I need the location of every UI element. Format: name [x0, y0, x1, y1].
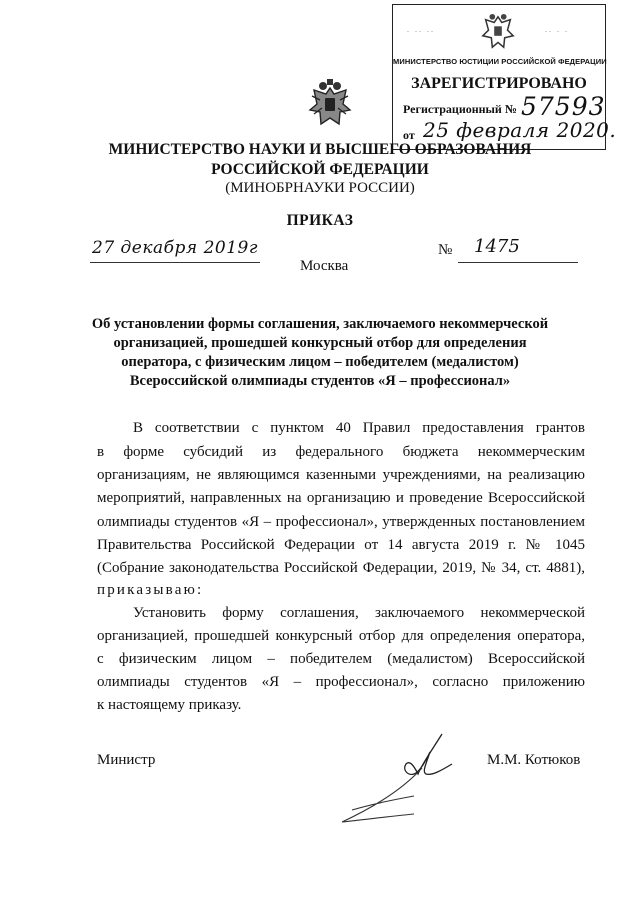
ministry-name-line2: РОССИЙСКОЙ ФЕДЕРАЦИИ [211, 161, 429, 178]
stamp-date-value: 25 февраля 2020. [423, 118, 617, 142]
body-line-order-word: приказываю: [97, 582, 204, 598]
body-line: (Собрание законодательства Российской Федерации, 2019, № 34, ст. 4881), [97, 560, 585, 576]
body-line: олимпиады студентов «Я – профессионал», утвержденных постановлением [97, 514, 585, 530]
stamp-date-label: от [403, 128, 415, 142]
signatory-name: М.М. Котюков [487, 752, 581, 768]
date-underline [90, 262, 260, 263]
body-line: В соответствии с пунктом 40 Правил предоставления грантов [133, 420, 585, 436]
order-number-sign: № [438, 242, 453, 258]
signatory-position: Министр [97, 752, 156, 768]
stamp-regnum-label: Регистрационный № [403, 102, 517, 116]
subject-line: организацией, прошедшей конкурсный отбор для определения [113, 335, 527, 351]
order-date: 27 декабря 2019г [92, 238, 258, 258]
stamp-decoration: ∙ ∙∙ ∙∙ [407, 27, 435, 36]
stamp-emblem-icon [479, 11, 517, 53]
body-line: в форме субсидий из федерального бюджета некоммерческим [97, 444, 585, 460]
order-number: 1475 [474, 236, 520, 257]
ministry-short-name: (МИНОБРНАУКИ РОССИИ) [225, 180, 415, 196]
subject-line: Об установлении формы соглашения, заключаемого некоммерческой [91, 316, 549, 332]
number-underline [458, 262, 578, 263]
registration-stamp [392, 4, 617, 150]
body-line: мероприятий, направленных на организацию и проведение Всероссийской [97, 490, 585, 506]
body-line: Установить форму соглашения, заключаемого некоммерческой [133, 605, 585, 621]
body-line: олимпиады студентов «Я – профессионал», согласно приложению [97, 674, 585, 690]
document-title: ПРИКАЗ [286, 212, 354, 229]
subject-line: Всероссийской олимпиады студентов «Я – профессионал» [129, 373, 511, 389]
stamp-ministry-name: МИНИСТЕРСТВО ЮСТИЦИИ РОССИЙСКОЙ ФЕДЕРАЦИИ [393, 57, 607, 66]
stamp-registered-label: ЗАРЕГИСТРИРОВАНО [411, 75, 587, 92]
handwritten-signature [322, 730, 472, 830]
body-line: с физическим лицом – победителем (медалистом) Всероссийской [97, 651, 585, 667]
ministry-name-line1: МИНИСТЕРСТВО НАУКИ И ВЫСШЕГО ОБРАЗОВАНИЯ [108, 141, 532, 158]
stamp-regnum-value: 57593 [521, 92, 606, 121]
order-city: Москва [300, 258, 349, 274]
body-line: к настоящему приказу. [97, 697, 242, 713]
body-line: Правительства Российской Федерации от 14 августа 2019 г. № 1045 [97, 537, 585, 553]
subject-line: оператора, с физическим лицом – победителем (медалистом) [121, 354, 519, 370]
body-line: организацией, прошедшей конкурсный отбор для определения оператора, [97, 628, 585, 644]
stamp-decoration: ∙∙ ∙ ∙ [545, 27, 569, 36]
body-line: организациям, не являющимся казенными учреждениями, на реализацию [97, 467, 585, 483]
coat-of-arms-icon [308, 78, 352, 130]
